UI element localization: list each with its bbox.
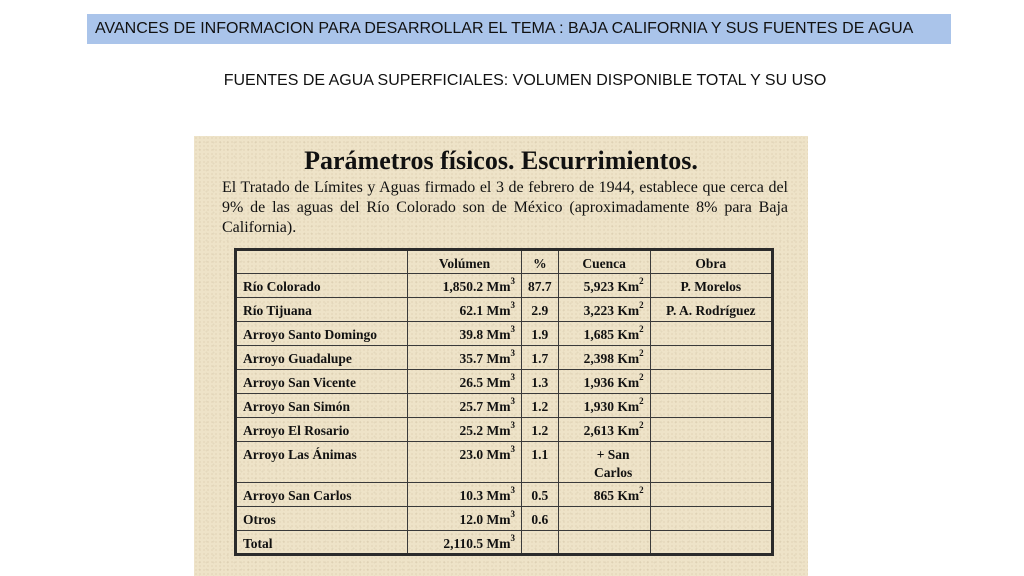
table-row	[236, 507, 773, 531]
cell-volume: 25.7 Mm$^3$	[408, 394, 522, 418]
cell-percent: 87.7	[522, 274, 559, 298]
unit-exponent: 3	[510, 485, 515, 495]
cell-percent: 1.3	[522, 370, 559, 394]
cell-cuenca: 1,936 Km$^2$	[558, 370, 650, 394]
cell-obra	[650, 442, 772, 483]
cell-volume: 1,850.2 Mm$^3$	[408, 274, 522, 298]
cell-name: Arroyo San Carlos	[236, 483, 408, 507]
cell-name: Arroyo San Vicente	[236, 370, 408, 394]
cell-cuenca: + San Carlos	[558, 442, 650, 483]
cell-volume: 25.2 Mm$^3$	[408, 418, 522, 442]
unit-exponent: 2	[639, 348, 644, 358]
cell-cuenca: 2,613 Km$^2$	[558, 418, 650, 442]
cell-obra	[650, 370, 772, 394]
table-row	[236, 274, 773, 298]
unit-exponent: 2	[639, 372, 644, 382]
cell-name: Arroyo Santo Domingo	[236, 322, 408, 346]
unit-exponent: 3	[510, 372, 515, 382]
table-row	[236, 394, 773, 418]
header-name	[236, 250, 408, 274]
cell-obra	[650, 507, 772, 531]
cell-volume: 39.8 Mm$^3$	[408, 322, 522, 346]
table-row	[236, 483, 773, 507]
table-row	[236, 298, 773, 322]
cell-volume: 12.0 Mm$^3$	[408, 507, 522, 531]
header-obra: Obra	[650, 250, 772, 274]
cell-obra	[650, 531, 772, 555]
cell-name: Total	[236, 531, 408, 555]
runoff-table	[234, 248, 774, 556]
slide-subtitle: FUENTES DE AGUA SUPERFICIALES: VOLUMEN DISPONIBLE TOTAL Y SU USO	[223, 72, 827, 89]
cell-obra	[650, 483, 772, 507]
cell-percent	[522, 531, 559, 555]
cell-volume: 62.1 Mm$^3$	[408, 298, 522, 322]
unit-exponent: 2	[639, 420, 644, 430]
document-description: El Tratado de Límites y Aguas firmado el 3 de febrero de 1944, establece que cerca del 9% de las aguas del Río Colorado son de México (aproximadamente 8% para Baja California).	[222, 179, 788, 236]
unit-exponent: 3	[510, 444, 515, 454]
cell-volume: 23.0 Mm$^3$	[408, 442, 522, 483]
cell-percent: 1.2	[522, 394, 559, 418]
cell-name: Arroyo San Simón	[236, 394, 408, 418]
cell-cuenca	[558, 507, 650, 531]
table-header-row	[236, 250, 773, 274]
cell-cuenca: 1,685 Km$^2$	[558, 322, 650, 346]
header-cuenca: Cuenca	[558, 250, 650, 274]
cell-percent: 1.1	[522, 442, 559, 483]
cell-cuenca: 865 Km$^2$	[558, 483, 650, 507]
table-row	[236, 346, 773, 370]
cell-cuenca: 2,398 Km$^2$	[558, 346, 650, 370]
unit-exponent: 3	[510, 348, 515, 358]
scanned-document-image	[194, 136, 808, 576]
unit-exponent: 3	[510, 300, 515, 310]
cell-percent: 1.2	[522, 418, 559, 442]
unit-exponent: 2	[639, 396, 644, 406]
cell-cuenca: 1,930 Km$^2$	[558, 394, 650, 418]
cell-obra	[650, 322, 772, 346]
cell-name: Río Colorado	[236, 274, 408, 298]
table-row	[236, 531, 773, 555]
cell-cuenca: 3,223 Km$^2$	[558, 298, 650, 322]
unit-exponent: 2	[639, 276, 644, 286]
cell-percent: 1.7	[522, 346, 559, 370]
cell-obra	[650, 394, 772, 418]
unit-exponent: 3	[510, 509, 515, 519]
cell-obra	[650, 346, 772, 370]
unit-exponent: 3	[510, 420, 515, 430]
table-row	[236, 418, 773, 442]
cell-name: Arroyo El Rosario	[236, 418, 408, 442]
table-row	[236, 322, 773, 346]
cell-name: Otros	[236, 507, 408, 531]
cell-percent: 2.9	[522, 298, 559, 322]
unit-exponent: 3	[510, 533, 515, 543]
cell-cuenca: 5,923 Km$^2$	[558, 274, 650, 298]
header-volume: Volúmen	[408, 250, 522, 274]
unit-exponent: 3	[510, 324, 515, 334]
table-row	[236, 442, 773, 483]
header-percent: %	[522, 250, 559, 274]
cell-name: Arroyo Guadalupe	[236, 346, 408, 370]
unit-exponent: 2	[639, 485, 644, 495]
document-title: Parámetros físicos. Escurrimientos.	[304, 146, 698, 175]
cell-volume: 35.7 Mm$^3$	[408, 346, 522, 370]
cell-name: Arroyo Las Ánimas	[236, 442, 408, 483]
table-row	[236, 370, 773, 394]
unit-exponent: 3	[510, 276, 515, 286]
cell-obra: P. Morelos	[650, 274, 772, 298]
unit-exponent: 2	[639, 324, 644, 334]
title-banner	[87, 14, 951, 44]
unit-exponent: 2	[639, 300, 644, 310]
cell-percent: 0.5	[522, 483, 559, 507]
banner-text: AVANCES DE INFORMACION PARA DESARROLLAR EL TEMA : BAJA CALIFORNIA Y SUS FUENTES DE AGUA	[95, 20, 914, 37]
cell-cuenca	[558, 531, 650, 555]
cell-volume: 2,110.5 Mm$^3$	[408, 531, 522, 555]
unit-exponent: 3	[510, 396, 515, 406]
cell-volume: 10.3 Mm$^3$	[408, 483, 522, 507]
cell-percent: 1.9	[522, 322, 559, 346]
cell-name: Río Tijuana	[236, 298, 408, 322]
cell-obra: P. A. Rodríguez	[650, 298, 772, 322]
cell-percent: 0.6	[522, 507, 559, 531]
cell-volume: 26.5 Mm$^3$	[408, 370, 522, 394]
table-body	[236, 274, 773, 555]
cell-obra	[650, 418, 772, 442]
